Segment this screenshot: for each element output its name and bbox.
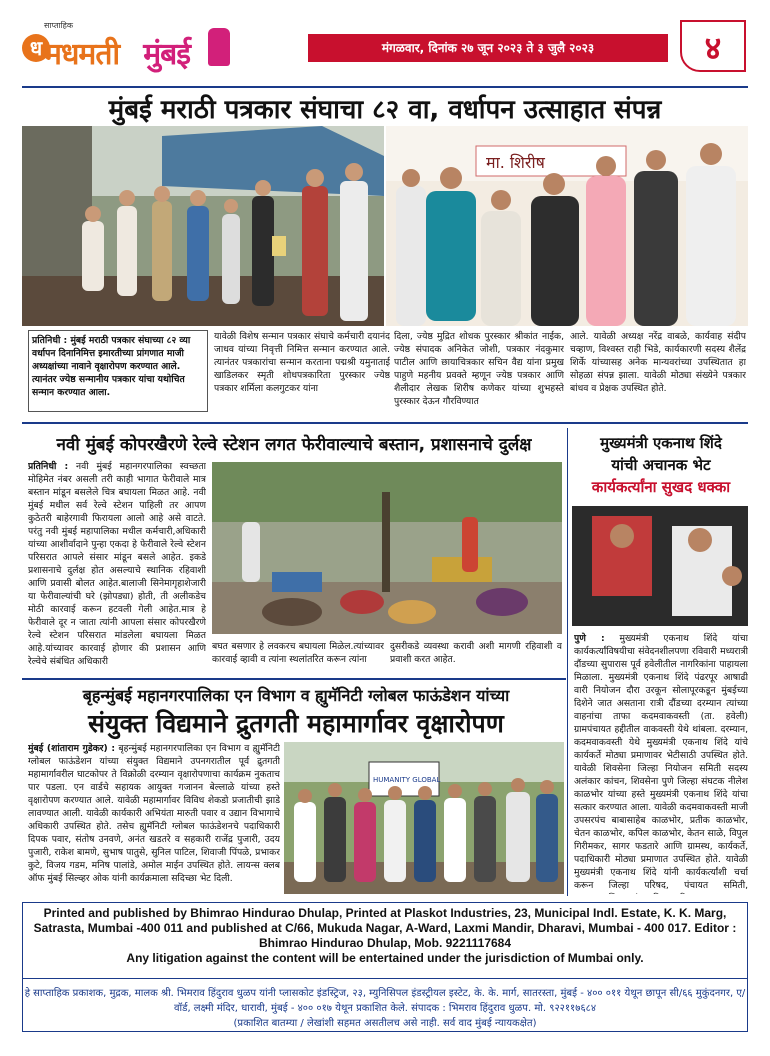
raised-fist-icon bbox=[208, 28, 230, 66]
divider bbox=[22, 86, 748, 88]
column-divider bbox=[567, 428, 568, 896]
story2-text: नवी मुंबई महानगरपालिका स्वच्छता मोहिमेत नंबर असली तरी काही भागात फेरीवाले मात्र बस्तान मांडून बसलेले चित्र बघायला मिळत आहे. नवी मुंबई मधील सर्व रेल्वे स्टेशन पाहिली तर आपण कुठेतरी बाहेरगावी फिरायला आलो आहे असे वाटते. परंतु नवी मुंबई महापालिका मधील कर्मचारी,अधिकारी यांच्या आशीर्वादाने पुन्हा एकदा हे फेरीवाले रेल्वे स्टेशन परिसरात आपले संसार मांडून बसले आहेत. इकडे प्रशासनाचे दुर्लक्ष होत असल्याचे स्थानिक रहिवाशी आणि प्रवासी बोलत आहेत.बालाजी सिनेमागृहाशेजारी या फेरीवाल्यांची घरे (झोपड्या) होती, ती अलीकडेच मोठी कारवाई करून हटवली गेली आहेत.मात्र हे फेरीवाले दूर न जाता त्यांनी आपला संसार कोपरखैरणे रेल्वे स्टेशन परिसरात मांडलेला बघायला मिळत आहे.यांच्यावर कारवाई होणार की प्रशासन आणि रेल्वेचे संबंधित अधिकारी bbox=[28, 461, 206, 667]
imprint-marathi-note: (प्रकाशित बातम्या / लेखांशी सहमत असतीलच असे नाही. सर्व वाद मुंबई न्यायकक्षेत) bbox=[233, 1018, 537, 1029]
masthead-city: मुंबई bbox=[143, 37, 191, 72]
story2-photo bbox=[212, 462, 562, 634]
masthead-name: मधमती bbox=[44, 37, 120, 72]
story3-photo bbox=[284, 742, 564, 894]
lead-caption-text: मुंबई मराठी पत्रकार संघाच्या ८२ व्या वर्धापन दिनानिमित्त इमारतीच्या प्रांगणात माजी अध्यक्षांच्या नावाने वृक्षारोपण करण्यात आले. त्यानंतर ज्येष्ठ सन्मानीय पत्रकार यांचा यथोचित सन्मान करण्यात आला. bbox=[32, 335, 191, 398]
sidebar-body bbox=[574, 632, 748, 894]
story3-body bbox=[28, 742, 280, 894]
imprint-english bbox=[22, 906, 748, 966]
dateline: मंगळवार, दिनांक २७ जून २०२३ ते ३ जुलै २०२३ bbox=[308, 34, 668, 62]
sidebar-headline-2: यांची अचानक भेट bbox=[611, 456, 711, 474]
lead-photo-right bbox=[386, 126, 748, 326]
lead-photo-left bbox=[22, 126, 384, 326]
story2-body bbox=[28, 460, 206, 680]
lead-column-2: दिला, ज्येष्ठ मुद्रित शोधक पुरस्कार श्रीकांत नाईक, ज्येष्ठ संपादक अनिकेत जोशी, पत्रकार नंदकुमार पाटील आणि छायाचित्रकार सचिन वैद्य यांना प्रमुख पाहुणे महनीय प्रवक्ते म्हणून ज्येष्ठ पत्रकार आणि शैलीदार लेखक शिरीष कणेकर यांच्या शुभहस्ते पुरस्कार देऊन गौरविण्यात bbox=[394, 331, 564, 407]
story3-byline: मुंबई (शांताराम गुडेकर) : bbox=[28, 743, 116, 754]
stage-banner-text: मा. शिरीष bbox=[486, 153, 545, 172]
lead-column-3: आले. यावेळी अध्यक्ष नरेंद्र वाबळे, कार्यवाह संदीप चव्हाण, विश्वस्त राही भिडे, कार्यकारणी सदस्य शैलेंद्र शिर्के यांच्यासह अनेक मान्यवरांच्या उपस्थितात हा सोहळा संपन्न झाला. यावेळी मोठ्या संख्येने पत्रकार बांधव व प्रेक्षक उपस्थित होते. bbox=[570, 331, 746, 394]
sidebar-byline: पुणे : bbox=[574, 633, 605, 644]
sidebar-headline-3: कार्यकर्त्यांना सुखद धक्का bbox=[591, 478, 731, 496]
masthead bbox=[22, 18, 302, 80]
sidebar-headline-1: मुख्यमंत्री एकनाथ शिंदे bbox=[600, 434, 722, 452]
lead-headline: मुंबई मराठी पत्रकार संघाचा ८२ वा, वर्धापन उत्साहात संपन्न bbox=[108, 95, 662, 125]
sidebar-text: मुख्यमंत्री एकनाथ शिंदे यांचा कार्यकर्त्यांविषयीचा संवेदनशीलपणा रविवारी मध्यरात्री दौंडच्या सुपारास पूर्व हवेलीतील नागरिकांना पाहायला मिळाला. मुख्यमंत्री एकनाथ शिंदे पंढरपूर आषाढी वारी नियोजन दौरा उरकून सोलापूरकडून मुंबईच्या दिशेने जात असताना रात्री दौंडच्या दरम्यान त्यांच्या वाहनांचा ताफा कदमवाकवस्ती (ता. हवेली) ग्रामपंचायत हद्दीतील वाकवस्ती येथे थांबला. दरम्यान, कदमवाकवस्ती येथे मुख्यमंत्री एकनाथ शिंदे यांचे कार्यकर्ते मोठ्या प्रमाणावर भेटीसाठी उपस्थित होते. यावेळी शिवसेना जिल्हा नियोजन समिती सदस्य अलंकार कांचन, शिवसेना पुणे जिल्हा संघटक नीलेश काळभोर यांच्या हस्ते मुख्यमंत्री एकनाथ शिंदे यांचा सत्कार करण्यात आला. यावेळी कदमवाकवस्ती माजी उपसरपंच बाबासाहेब काळभोर, प्रतीक काळभोर, चेतन काळभोर, कपिल काळभोर, केतन साळे, विपुल गिरीमकर, सागर फडतारे आणि ग्रामस्थ, कार्यकर्ते, पदाधिकारी मोठ्या प्रमाणात उपस्थित होते. यावेळी मुख्यमंत्री एकनाथ शिंदे यांनी कार्यकर्त्यांशी चर्चा करून जिल्हा परिषद, पंचायत समिती, bbox=[574, 633, 748, 891]
story3-text: बृहन्मुंबई महानगरपालिका एन विभाग व ह्युमॅनिटी ग्लोबल फाऊंडेशन यांच्या संयुक्त विद्यमाने उपनगरातील पूर्व द्रुतगती महामार्गावरील घाटकोपर ते विक्रोळी दरम्यान वृक्षारोपणाचा कार्यक्रम नुकताच पार पडला. एन वार्डचे सहायक आयुक्त गजानन बेल्लाळे यांच्या हस्ते वृक्षारोपण करण्यात आले. यावेळी महामार्गावर विविध शेकडो प्रजातीची झाडे लावण्यात आली. यावेळी कार्यकारी अभियंता मारुती पवार व उद्यान विभागाचे अधिकारी उपस्थित होते. तसेच ह्युमॅनिटी ग्लोबल फाऊंडेशनचे पदाधिकारी दिपक पवार, संतोष उनवणे, अनंत खडतरे व सहकारी राजेंद्र पुजारी, उदय पुजारी, राकेश बामणे, सुभाष पातुसे, सुनिल पाटिल, शिवाजी पिंपळे, प्रभाकर कुटे, विजय गडम, मनिष पालांडे, अमोल माईन उपस्थित होते. लायन्स क्लब ऑफ मुंबई सिल्व्हर ओक यांनी कार्यक्रमाला सदिच्छा भेट दिली. bbox=[28, 743, 280, 884]
story3-headline-1: बृहन्मुंबई महानगरपालिका एन विभाग व ह्युमॅनिटी ग्लोबल फाऊंडेशन यांच्या bbox=[82, 686, 510, 705]
masthead-kicker: साप्ताहिक bbox=[44, 21, 74, 30]
imprint-marathi bbox=[22, 986, 748, 1031]
story3-headline-2: संयुक्त विद्यमाने द्रुतगती महामार्गावर वृक्षारोपण bbox=[88, 709, 504, 738]
divider bbox=[22, 678, 566, 680]
lead-caption bbox=[28, 330, 208, 412]
lead-caption-label: प्रतिनिधी : bbox=[32, 335, 68, 346]
masthead-logo-icon: ध bbox=[22, 34, 50, 62]
imprint-english-note: Any litigation against the content will be entertained under the jurisdiction of Mumbai only. bbox=[126, 951, 644, 965]
story2-continued-1: बघत बसणार हे लवकरच बघायला मिळेल.त्यांच्यावर कारवाई व्हावी व त्यांना स्थलांतरित करून त्यांना bbox=[212, 641, 384, 665]
sidebar-headline bbox=[574, 432, 748, 498]
sidebar-photo bbox=[572, 506, 748, 626]
imprint-marathi-text: हे साप्ताहिक प्रकाशक, मुद्रक, मालक श्री. भिमराव हिंदुराव धुळप यांनी प्लासकोट इंडस्ट्रिज, २३, म्युनिसिपल इंडस्ट्रीयल इस्टेट, के. के. मार्ग, सातरस्ता, मुंबई - ४०० ०११ येथून छापून सी/६६ मुकुंदनगर, ए/ वॉर्ड, लक्ष्मी मंदिर, धारावी, मुंबई - ४०० ०१७ येथून प्रकाशित केले. संपादक : भिमराव हिंदुराव धुळप. मो. ९२२११७६८४ bbox=[24, 988, 746, 1014]
lead-column-1: यावेळी विशेष सन्मान पत्रकार संघाचे कर्मचारी दयानंद जाधव यांच्या निवृत्ती निमित्त सन्मान करण्यात आले. त्यानंतर पत्रकारांचा सन्मान करताना पद्मश्री यमुनाताई खाडिलकर स्मृती शोधपत्रकारिता पुरस्कार ज्येष्ठ पत्रकार शर्मिला कलगुटकर यांना bbox=[214, 331, 390, 394]
imprint-english-text: Printed and published by Bhimrao Hindurao Dhulap, Printed at Plaskot Industries, 23, Municipal Indl. Estate, K. K. Marg, Satrasta, Mumbai -400 011 and published at C/66, Mukuda Nagar, A-Ward, Laxmi Mandir, Dharavi, Mumbai - 400 017. Editor : Bhimrao Hindurao Dhulap, Mob. 9221117684 bbox=[33, 906, 737, 950]
banner-text: HUMANITY GLOBAL bbox=[373, 776, 441, 784]
page-number: ४ bbox=[704, 29, 722, 67]
masthead-title bbox=[44, 32, 190, 73]
story2-headline: नवी मुंबई कोपरखैरणे रेल्वे स्टेशन लगत फेरीवाल्याचे बस्तान, प्रशासनाचे दुर्लक्ष bbox=[56, 435, 532, 455]
divider bbox=[22, 422, 748, 424]
divider bbox=[22, 978, 748, 979]
story2-continued-2: दुसरीकडे व्यवस्था करावी अशी मागणी रहिवाशी व प्रवाशी करत आहेत. bbox=[390, 641, 562, 665]
story2-byline: प्रतिनिधी : bbox=[28, 461, 69, 472]
